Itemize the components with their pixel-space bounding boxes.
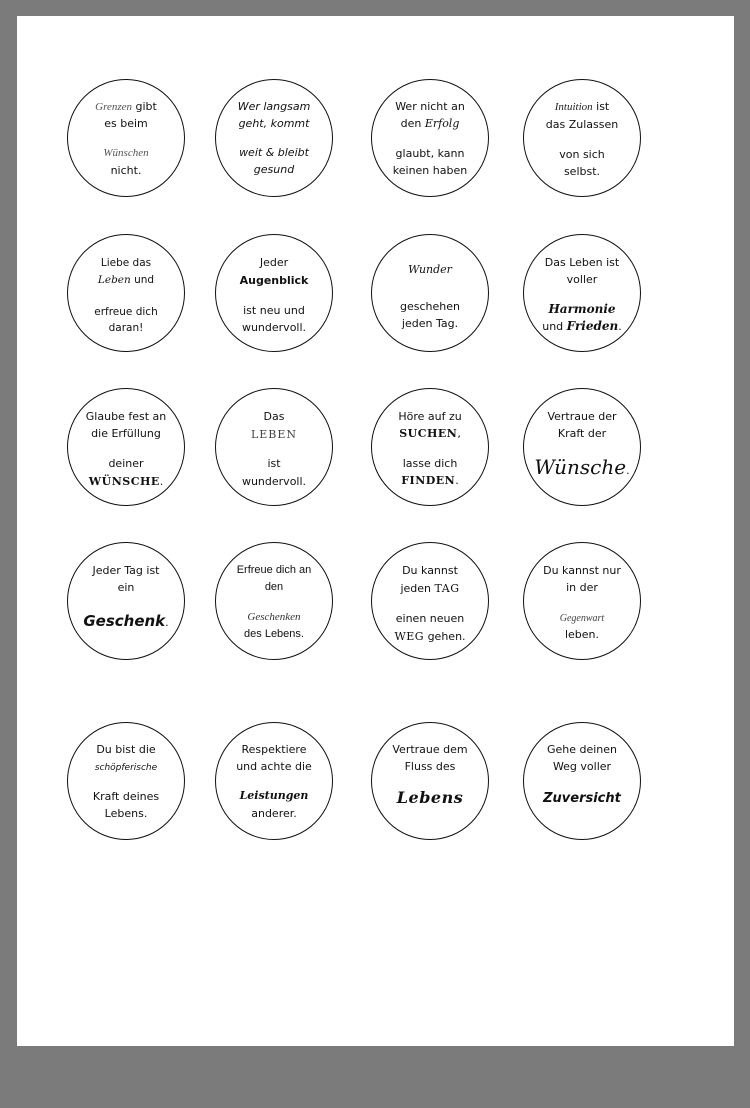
sticker-word: Jeder xyxy=(259,256,289,269)
sticker-line xyxy=(372,612,488,626)
sticker-line xyxy=(372,259,488,281)
sticker-word: Du kannst xyxy=(402,564,458,577)
sticker-word: Frieden xyxy=(566,319,619,333)
sticker-line xyxy=(524,455,640,483)
sticker-line xyxy=(524,118,640,132)
sticker-word: jeden Tag. xyxy=(401,317,459,330)
sticker-line xyxy=(216,475,332,489)
sticker-line xyxy=(216,743,332,757)
sticker-line xyxy=(216,457,332,471)
sticker-word: und xyxy=(130,274,155,286)
sticker-word: Höre auf zu xyxy=(398,410,462,423)
sticker-word: Zuversicht xyxy=(543,791,621,806)
sticker-word: . xyxy=(165,616,169,629)
sticker-line xyxy=(524,100,640,114)
sticker-word: Vertraue dem xyxy=(392,743,468,756)
sticker-word: . xyxy=(159,475,164,488)
sticker-word: anderer. xyxy=(251,807,297,820)
sticker-line xyxy=(524,760,640,774)
sticker-word: , xyxy=(457,427,461,440)
sticker-word: des Lebens. xyxy=(244,628,304,640)
sticker-word: Lebens xyxy=(396,788,464,807)
sticker-word: . xyxy=(455,474,459,487)
sticker-line xyxy=(524,628,640,642)
sticker-line xyxy=(68,305,184,319)
sticker-line xyxy=(524,427,640,441)
sticker-word: Fluss des xyxy=(404,760,456,773)
sticker-word: Harmonie xyxy=(548,302,616,316)
sticker-word: es beim xyxy=(104,117,148,130)
sticker-18 xyxy=(215,722,333,840)
sticker-word: ist xyxy=(267,457,281,470)
sticker-word: Glaube fest an xyxy=(85,410,167,423)
sticker-word: Wünschen xyxy=(103,147,149,159)
sticker-line xyxy=(524,256,640,270)
sticker-word: Kraft der xyxy=(557,427,607,440)
sticker-2 xyxy=(215,79,333,197)
sticker-line xyxy=(216,304,332,318)
sticker-word: Das xyxy=(263,410,285,423)
sticker-line xyxy=(68,321,184,335)
sticker-line xyxy=(524,611,640,626)
sticker-word: geht, kommt xyxy=(238,117,310,130)
sticker-line xyxy=(216,580,332,594)
sticker-word: FINDEN xyxy=(401,474,456,487)
sticker-line xyxy=(524,319,640,334)
sticker-line xyxy=(524,564,640,578)
sticker-line xyxy=(68,807,184,821)
sticker-line xyxy=(68,410,184,424)
sticker-line xyxy=(524,302,640,316)
sticker-line xyxy=(68,457,184,471)
sticker-word: Geschenken xyxy=(247,611,301,623)
sticker-line xyxy=(68,146,184,160)
sticker-14 xyxy=(215,542,333,660)
sticker-line xyxy=(216,760,332,774)
sticker-word: . xyxy=(626,464,630,477)
sticker-word: Gegenwart xyxy=(559,613,605,624)
sticker-line xyxy=(216,610,332,624)
sticker-5 xyxy=(67,234,185,352)
sticker-line xyxy=(372,743,488,757)
sticker-word: Intuition xyxy=(554,101,593,113)
sticker-word: Augenblick xyxy=(239,274,309,287)
printable-sheet xyxy=(17,16,734,1046)
sticker-word: wundervoll. xyxy=(241,475,307,488)
sticker-line xyxy=(216,274,332,288)
sticker-3 xyxy=(371,79,489,197)
sticker-word: deiner xyxy=(108,457,144,470)
sticker-word: Jeder Tag ist xyxy=(92,564,160,577)
sticker-line xyxy=(372,300,488,314)
sticker-13 xyxy=(67,542,185,660)
sticker-word: Das Leben ist xyxy=(544,256,620,269)
sticker-word: Gehe deinen xyxy=(546,743,618,756)
sticker-word: nicht. xyxy=(110,164,142,177)
sticker-word: Wünsche xyxy=(534,455,627,479)
sticker-word: jeden xyxy=(400,582,435,595)
sticker-line xyxy=(68,564,184,578)
sticker-word: Grenzen xyxy=(95,101,133,113)
sticker-word: einen neuen xyxy=(395,612,465,625)
sticker-line xyxy=(216,807,332,821)
sticker-word: ist neu und xyxy=(243,304,305,317)
sticker-word: selbst. xyxy=(563,165,601,178)
sticker-line xyxy=(68,475,184,489)
sticker-word: das Zulassen xyxy=(545,118,619,131)
sticker-line xyxy=(68,427,184,441)
sticker-17 xyxy=(67,722,185,840)
sticker-word: Geschenk xyxy=(83,612,166,630)
sticker-word: gesund xyxy=(253,163,295,176)
sticker-word: Kraft deines xyxy=(92,790,160,803)
sticker-word: Lebens. xyxy=(104,807,148,820)
sticker-line xyxy=(216,426,332,444)
sticker-word: von sich xyxy=(559,148,605,161)
sticker-line xyxy=(68,164,184,178)
sticker-word: SUCHEN xyxy=(399,427,458,440)
sticker-line xyxy=(216,146,332,160)
sticker-line xyxy=(216,627,332,641)
sticker-word: gehen. xyxy=(424,630,466,643)
sticker-word: Wer nicht an xyxy=(395,100,465,113)
sticker-1 xyxy=(67,79,185,197)
sticker-line xyxy=(216,563,332,577)
sticker-word: Wunder xyxy=(408,263,452,276)
sticker-15 xyxy=(371,542,489,660)
sticker-line xyxy=(372,317,488,331)
sticker-word: Du bist die xyxy=(96,743,156,756)
sticker-line xyxy=(524,410,640,424)
sticker-line xyxy=(68,761,184,775)
sticker-line xyxy=(372,164,488,178)
sticker-line xyxy=(372,760,488,774)
sticker-word: weit & bleibt xyxy=(239,146,309,159)
sticker-word: leben. xyxy=(564,628,600,641)
sticker-6 xyxy=(215,234,333,352)
sticker-line xyxy=(216,789,332,803)
sticker-line xyxy=(372,147,488,161)
sticker-line xyxy=(68,743,184,757)
sticker-word: daran! xyxy=(108,322,144,334)
sticker-line xyxy=(216,100,332,114)
sticker-word: ist xyxy=(592,100,610,113)
sticker-word: Wer langsam xyxy=(237,100,311,113)
sticker-line xyxy=(372,457,488,471)
sticker-20 xyxy=(523,722,641,840)
sticker-word: Leben xyxy=(97,274,131,286)
sticker-line xyxy=(68,256,184,270)
sticker-word: und achte die xyxy=(236,760,312,773)
sticker-word: in der xyxy=(566,581,598,594)
sticker-8 xyxy=(523,234,641,352)
sticker-line xyxy=(372,630,488,644)
sticker-word: den xyxy=(264,581,284,593)
sticker-word: LEBEN xyxy=(250,428,298,441)
sticker-10 xyxy=(215,388,333,506)
sticker-word: lasse dich xyxy=(402,457,458,470)
sticker-line xyxy=(68,117,184,131)
sticker-word: voller xyxy=(566,273,598,286)
sticker-word: gibt xyxy=(132,100,157,113)
sticker-line xyxy=(216,117,332,131)
sticker-line xyxy=(524,148,640,162)
sticker-line xyxy=(216,321,332,335)
sticker-line xyxy=(68,100,184,114)
sticker-word: glaubt, kann xyxy=(395,147,465,160)
sticker-line xyxy=(372,564,488,578)
sticker-word: Liebe das xyxy=(100,257,152,269)
sticker-word: Du kannst nur xyxy=(543,564,621,577)
sticker-line xyxy=(524,273,640,287)
sticker-line xyxy=(68,581,184,595)
sticker-word: die Erfüllung xyxy=(91,427,161,440)
sticker-word: und xyxy=(542,320,567,333)
sticker-line xyxy=(524,789,640,809)
sticker-16 xyxy=(523,542,641,660)
sticker-word: ein xyxy=(117,581,135,594)
sticker-word: schöpferische xyxy=(94,763,158,773)
sticker-line xyxy=(372,100,488,114)
sticker-line xyxy=(372,117,488,131)
sticker-word: keinen haben xyxy=(392,164,468,177)
sticker-word: Weg voller xyxy=(552,760,612,773)
sticker-line xyxy=(216,163,332,177)
sticker-line xyxy=(68,790,184,804)
sticker-12 xyxy=(523,388,641,506)
sticker-word: WÜNSCHE xyxy=(88,475,160,488)
sticker-line xyxy=(216,256,332,270)
sticker-word: geschehen xyxy=(400,300,460,313)
sticker-line xyxy=(216,410,332,424)
sticker-line xyxy=(372,410,488,424)
sticker-line xyxy=(524,165,640,179)
sticker-7 xyxy=(371,234,489,352)
sticker-word: erfreue dich xyxy=(94,306,158,318)
sticker-line xyxy=(68,273,184,287)
sticker-line xyxy=(372,787,488,811)
sticker-4 xyxy=(523,79,641,197)
sticker-word: WEG xyxy=(394,630,425,643)
sticker-line xyxy=(372,427,488,441)
sticker-line xyxy=(372,582,488,596)
sticker-word: Vertraue der xyxy=(547,410,617,423)
sticker-line xyxy=(68,611,184,633)
sticker-word: . xyxy=(618,320,622,333)
sticker-line xyxy=(524,581,640,595)
sticker-word: Erfreue dich an xyxy=(236,564,312,576)
sticker-9 xyxy=(67,388,185,506)
sticker-word: wundervoll. xyxy=(241,321,307,334)
sticker-word: Leistungen xyxy=(239,789,309,802)
sticker-word: Erfolg xyxy=(424,117,460,130)
sticker-word: den xyxy=(400,117,425,130)
sticker-word: Respektiere xyxy=(241,743,307,756)
sticker-line xyxy=(524,743,640,757)
sticker-word: TAG xyxy=(434,582,460,595)
sticker-line xyxy=(372,474,488,488)
sticker-19 xyxy=(371,722,489,840)
sticker-11 xyxy=(371,388,489,506)
